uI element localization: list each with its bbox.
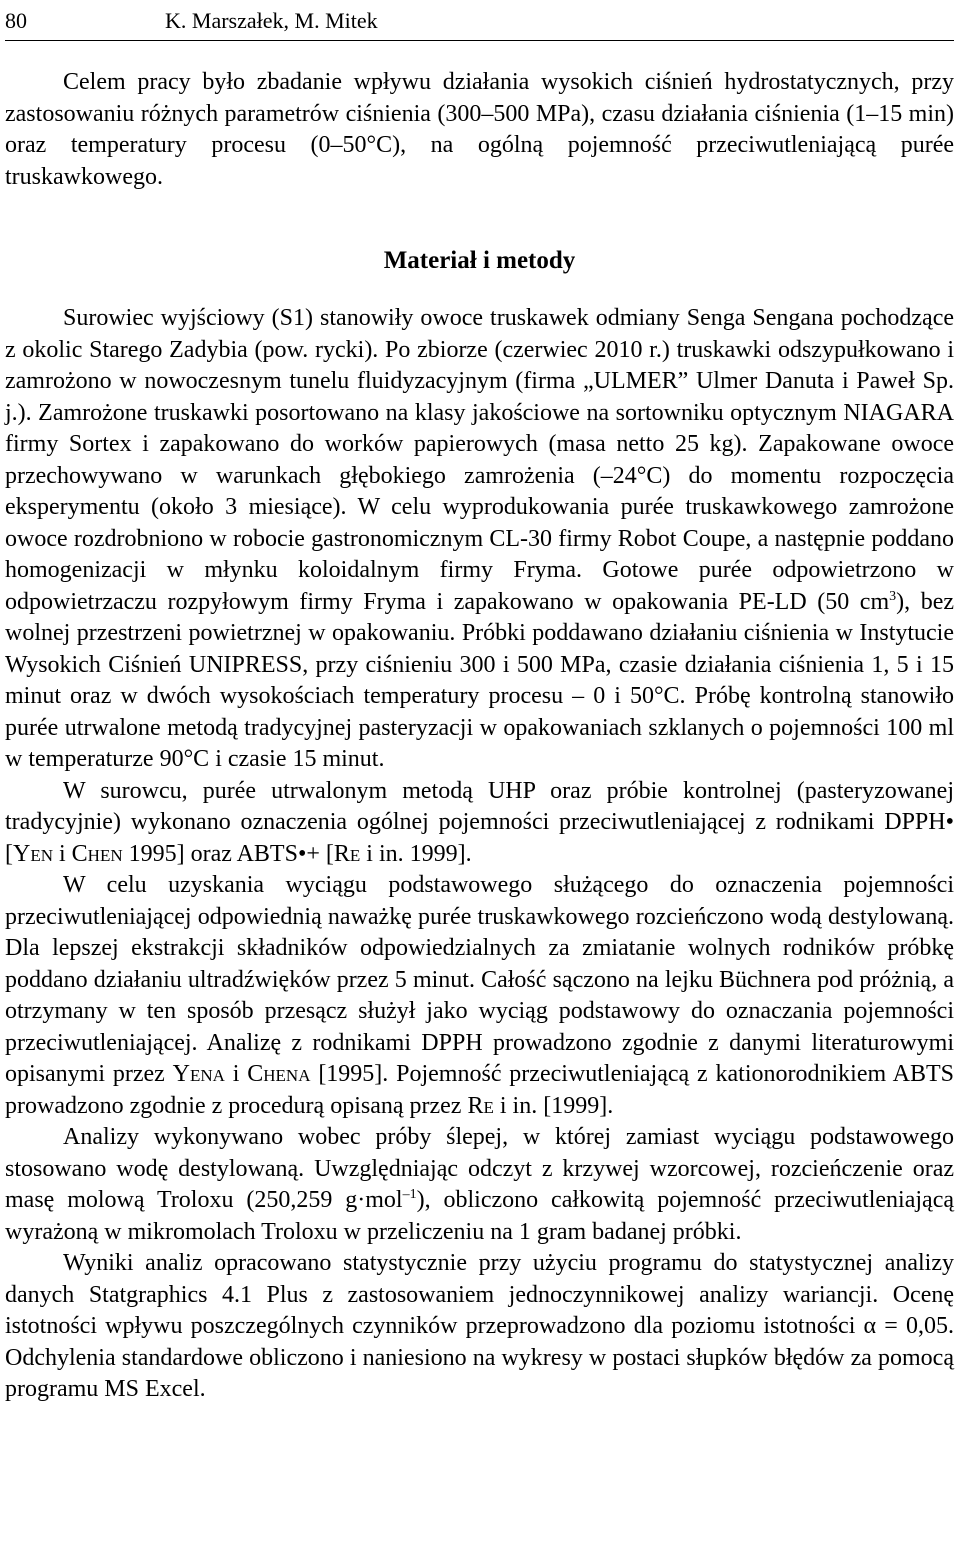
text-run: i bbox=[224, 1061, 248, 1087]
intro-paragraph: Celem pracy było zbadanie wpływu działania wysokich ciśnień hydrostatycznych, przy zastosowaniu różnych parametrów ciśnienia (300–500 MPa), czasu działania ciśnienia (1–15 min) oraz temperatury procesu (0–50°C), na ogólną pojemność przeciwutleniającą purée truskawkowego. bbox=[5, 69, 954, 190]
page-number: 80 bbox=[5, 8, 27, 33]
methods-paragraph-calculation bbox=[5, 1122, 954, 1248]
methods-paragraph-material bbox=[5, 303, 954, 776]
text-run: i in. [1999]. bbox=[493, 1092, 614, 1119]
text-run: Analizy wykonywano wobec próby ślepej, w której zamiast wyciągu podstawowego stosowano wodę destylowaną. Uwzględniając odczyt z krzywej wzorcowej, rozcieńczenie oraz masę molową Troloxu (250,259 g·mol bbox=[5, 1124, 954, 1213]
running-head-authors: K. Marszałek, M. Mitek bbox=[165, 8, 378, 33]
citation-author: Yen bbox=[13, 840, 53, 867]
running-head bbox=[5, 0, 954, 32]
citation-author: Yena bbox=[172, 1061, 225, 1087]
methods-paragraph-statistics: Wyniki analiz opracowano statystycznie przy użyciu programu do statystycznej analizy danych Statgraphics 4.1 Plus z zastosowaniem jednoczynnikowej analizy wariancji. Ocenę istotności wpływu poszczególnych czynników przeprowadzono dla poziomu istotności α = 0,05. Odchylenia standardowe obliczono i naniesiono na wykresy w postaci słupków błędów za pomocą programu MS Excel. bbox=[5, 1250, 954, 1402]
text-run: i bbox=[53, 840, 72, 867]
citation-author: Chen bbox=[71, 840, 123, 867]
header-rule bbox=[5, 40, 954, 41]
citation-author: Chena bbox=[247, 1061, 311, 1087]
text-run: Surowiec wyjściowy (S1) stanowiły owoce truskawek odmiany Senga Sengana pochodzące z okolic Starego Zadybia (pow. rycki). Po zbiorze (czerwiec 2010 r.) truskawki odszypułkowano i zamrożono w nowoczesnym tunelu fluidyzacyjnym (firma „ULMER” Ulmer Danuta i Paweł Sp. j.). Zamrożone truskawki posortowano na klasy jakościowe na sortowniku optycznym NIAGARA firmy Sortex i zapakowano do worków papierowych (masa netto 25 kg). Zapakowane owoce przechowywano w warunkach głębokiego zamrożenia (–24°C) do momentu rozpoczęcia eksperymentu (około 3 miesiące). W celu wyprodukowania purée truskawkowego zamrożone owoce rozdrobniono w robocie gastronomicznym CL-30 firmy Robot Coupe, a następnie poddano homogenizacji w młynku koloidalnym firmy Fryma. Gotowe purée odpowietrzono w odpowietrzaczu rozpyłowym firmy Fryma i zapakowano w opakowania PE-LD (50 cm bbox=[5, 305, 954, 615]
superscript: 3 bbox=[889, 588, 897, 604]
citation-author: Re bbox=[333, 840, 361, 867]
text-run: i in. 1999]. bbox=[360, 840, 472, 867]
superscript: –1 bbox=[402, 1187, 417, 1202]
methods-paragraph-extraction bbox=[5, 870, 954, 1122]
citation-author: Re bbox=[467, 1092, 494, 1119]
text-run: 1995] oraz ABTS•+ [ bbox=[122, 840, 334, 867]
text-run: ), bez wolnej przestrzeni powietrznej w opakowaniu. Próbki poddawano działaniu ciśnienia w Instytucie Wysokich Ciśnień UNIPRESS, przy ciśnieniu 300 i 500 MPa, czasie działania ciśnienia 1, 5 i 15 minut oraz w dwóch wysokościach temperatury procesu – 0 i 50°C. Próbę kontrolną stanowiło purée utrwalone metodą tradycyjnej pasteryzacji w opakowaniach szklanych o pojemności 100 ml w temperaturze 90°C i czasie 15 minut. bbox=[5, 588, 955, 772]
text-run: ), obliczono całkowitą pojemność przeciwutleniającą wyrażoną w mikromolach Troloxu w przeliczeniu na 1 gram badanej próbki. bbox=[5, 1187, 954, 1245]
section-heading: Materiał i metody bbox=[383, 247, 576, 274]
methods-paragraph-assays bbox=[5, 776, 954, 871]
text-run: W surowcu, purée utrwalonym metodą UHP oraz próbie kontrolnej (pasteryzowanej tradycyjnie) wykonano oznaczenia ogólnej pojemności przeciwutleniającej z rodnikami DPPH• [ bbox=[5, 777, 954, 867]
text-run: W celu uzyskania wyciągu podstawowego służącego do oznaczenia pojemności przeciwutleniającej odpowiednią naważkę purée truskawkowego rozcieńczono wodą destylowaną. Dla lepszej ekstrakcji składników odpowiedzialnych za zmiatanie wolnych rodników próbkę poddano działaniu ultradźwięków przez 5 minut. Całość sączono na lejku Büchnera pod próżnią, a otrzymany w ten sposób przesącz służył jako wyciąg podstawowy do oznaczania pojemności przeciwutleniającej. Analizę z rodnikami DPPH prowadzono zgodnie z danymi literaturowymi opisanymi przez bbox=[5, 872, 954, 1087]
text-run: [1995]. Pojemność przeciwutleniającą z kationorodnikiem ABTS prowadzono zgodnie z procedurą opisaną przez bbox=[5, 1061, 954, 1119]
